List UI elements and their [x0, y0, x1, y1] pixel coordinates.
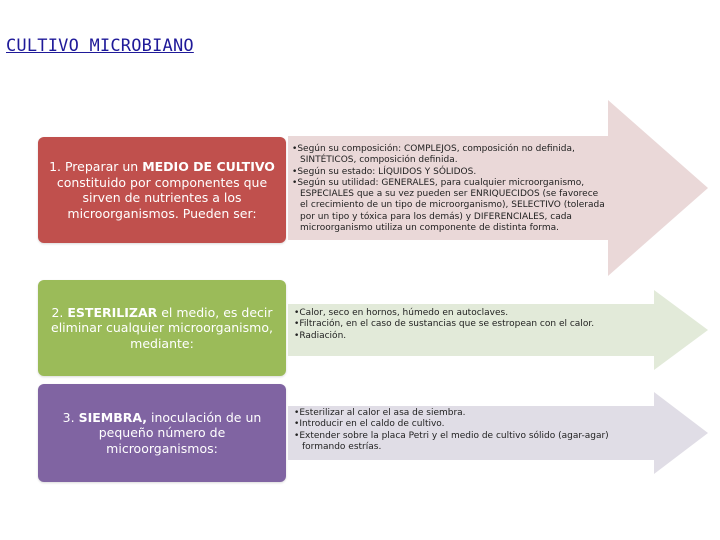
step-3-text: 3. SIEMBRA, inoculación de un pequeño número de microorganismos: — [62, 409, 262, 456]
step-1-keyword: MEDIO DE CULTIVO — [142, 159, 275, 174]
bullet-item: • Introducir en el caldo de cultivo. — [294, 419, 644, 430]
step-2-keyword: ESTERILIZAR — [67, 304, 158, 320]
bullet-item: • Extender sobre la placa Petri y el medio de cultivo sólido (agar-agar) — [294, 431, 644, 442]
bullet-item: • Esterilizar al calor el asa de siembra. — [294, 408, 644, 419]
page-title: CULTIVO MICROBIANO — [6, 36, 194, 56]
step-1-box — [38, 137, 286, 243]
step-3-bullets — [294, 408, 644, 453]
bullet-item: • Según su composición: COMPLEJOS, composición no definida, — [292, 144, 622, 155]
bullet-item: el crecimiento de un tipo de microorganismo), SELECTIVO (tolerada — [300, 200, 605, 211]
bullet-item: por un tipo y tóxica para los demás) y DIFERENCIALES, cada — [300, 211, 572, 222]
bullet-item: ESPECIALES que a su vez pueden ser ENRIQUECIDOS (se favorece — [300, 189, 599, 200]
step-3-box — [38, 384, 286, 482]
bullet-item: • Calor, seco en hornos, húmedo en autoclaves. — [294, 308, 634, 319]
step-1-bullets — [292, 144, 622, 234]
bullet-item: • Radiación. — [294, 331, 634, 342]
step-3-keyword: SIEMBRA, — [78, 409, 148, 425]
step-2-box — [38, 280, 286, 376]
bullet-item: • Según su utilidad: GENERALES, para cualquier microorganismo, — [292, 178, 622, 189]
bullet-item: SINTÉTICOS, composición definida. — [300, 155, 458, 166]
step-2-text: 2. ESTERILIZAR el medio, es decir eliminar cualquier microorganismo, mediante: — [51, 304, 273, 351]
bullet-item: • Según su estado: LÍQUIDOS Y SÓLIDOS. — [292, 167, 622, 178]
bullet-item: formando estrías. — [302, 441, 382, 452]
bullet-item: microorganismo utiliza un componente de distinta forma. — [300, 223, 559, 234]
bullet-item: • Filtración, en el caso de sustancias que se estropean con el calor. — [294, 319, 634, 330]
step-2-bullets — [294, 308, 634, 342]
step-1-text: 1. Preparar un MEDIO DE CULTIVO constituido por componentes que sirven de nutrientes a los microorganismos. Pueden ser: — [49, 159, 275, 221]
